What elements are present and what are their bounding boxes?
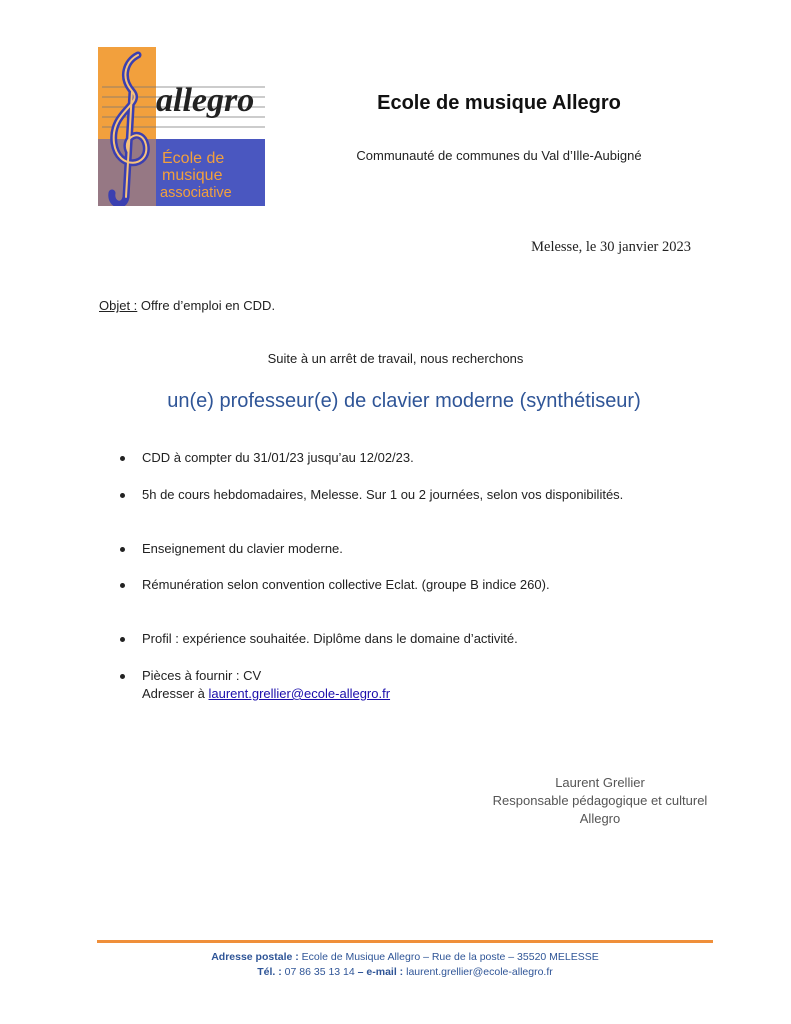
logo-wordmark: allegro — [156, 82, 255, 119]
subject-line — [99, 298, 275, 313]
bullet-icon — [120, 493, 125, 498]
footer-tel: 07 86 35 13 14 — [281, 966, 358, 978]
footer-email: laurent.grellier@ecole-allegro.fr — [403, 966, 553, 978]
list-item-text: Profil : expérience souhaitée. Diplôme dans le domaine d’activité. — [142, 631, 518, 646]
logo-line-2: musique — [162, 167, 223, 184]
bullet-icon — [120, 637, 125, 642]
bullet-icon — [120, 547, 125, 552]
intro-text: Suite à un arrêt de travail, nous recherchons — [267, 351, 524, 366]
subject-label: Objet : — [99, 298, 138, 313]
footer-address-text: Ecole de Musique Allegro – Rue de la poste – 35520 MELESSE — [298, 951, 599, 963]
footer-divider — [97, 940, 713, 943]
document-title: Ecole de musique Allegro — [377, 92, 621, 114]
footer-contact — [0, 966, 791, 978]
contact-prefix: Adresser à — [142, 686, 209, 701]
list-item-text: 5h de cours hebdomadaires, Melesse. Sur 1 ou 2 journées, selon vos disponibilités. — [142, 487, 624, 502]
signature-org: Allegro — [579, 811, 621, 826]
signature-role: Responsable pédagogique et culturel — [492, 793, 708, 808]
school-logo — [98, 47, 265, 206]
contact-line — [142, 686, 390, 701]
list-item-text: Pièces à fournir : CV — [142, 668, 262, 683]
date-line: Melesse, le 30 janvier 2023 — [531, 239, 691, 255]
logo-line-1: École de — [162, 150, 225, 167]
footer-tel-label: Tél. : — [257, 966, 282, 978]
bullet-icon — [120, 583, 125, 588]
footer-address-label: Adresse postale : — [211, 951, 299, 963]
treble-clef-logo-icon — [98, 47, 265, 206]
bullet-icon — [120, 674, 125, 679]
footer-email-label: – e-mail : — [357, 966, 404, 978]
subject-text: Offre d’emploi en CDD. — [137, 298, 276, 313]
document-subtitle: Communauté de communes du Val d’Ille-Aubigné — [356, 148, 642, 163]
footer-address — [0, 951, 791, 963]
list-item-text: Enseignement du clavier moderne. — [142, 541, 343, 556]
signature-name: Laurent Grellier — [555, 775, 645, 790]
logo-line-3: associative — [160, 185, 232, 201]
contact-email-link[interactable]: laurent.grellier@ecole-allegro.fr — [208, 686, 391, 701]
bullet-icon — [120, 456, 125, 461]
list-item-text: CDD à compter du 31/01/23 jusqu’au 12/02/23. — [142, 450, 414, 465]
job-headline: un(e) professeur(e) de clavier moderne (synthétiseur) — [167, 390, 641, 412]
list-item-text: Rémunération selon convention collective Eclat. (groupe B indice 260). — [142, 577, 550, 592]
